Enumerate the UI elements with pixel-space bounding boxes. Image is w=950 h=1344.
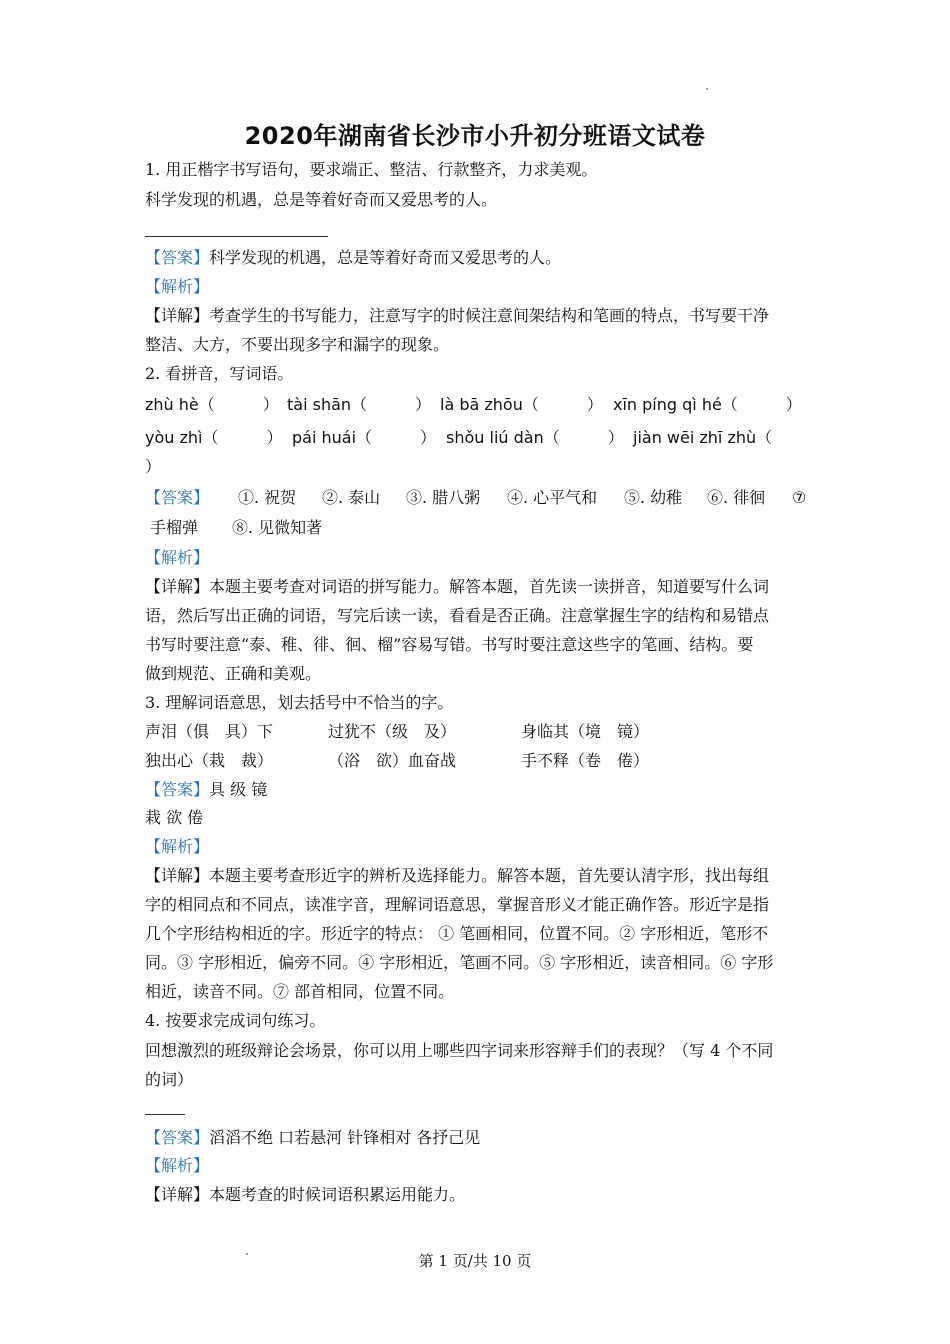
answer-tag: 【答案】: [145, 1128, 210, 1147]
q2-answer-item: 手榴弹: [150, 518, 199, 537]
q1-analysis: [145, 277, 209, 297]
q3-detail-line3: 几个字形结构相近的字。形近字的特点： ① 笔画相同，位置不同。② 字形相近，笔形不: [145, 924, 769, 943]
q2-detail-line3: 书写时要注意“泰、稚、徘、徊、榴”容易写错。书写时要注意这些字的笔画、结构。要: [145, 635, 754, 654]
q3-analysis: [145, 837, 209, 857]
q1-detail-text: 考查学生的书写能力，注意写字的时候注意间架结构和笔画的特点，书写要干净: [209, 306, 770, 325]
detail-tag: 【详解】: [145, 577, 210, 596]
pinyin-item: jiàn wēi zhī zhù（: [633, 428, 773, 447]
q2-analysis: [145, 548, 209, 568]
answer-blank-line: [145, 1114, 185, 1115]
q3-detail-line1: [145, 866, 769, 886]
q3-item: 独出心（栽 裁）: [145, 751, 274, 770]
q4-answer: [145, 1128, 480, 1148]
q3-detail-line5: 相近，读音不同。⑦ 部首相同，位置不同。: [145, 982, 455, 1001]
pinyin-item: yòu zhì（ ）: [145, 428, 283, 447]
q2-answer-item: ③. 腊八粥: [406, 488, 481, 507]
q2-detail-line1: [145, 577, 769, 597]
q1-sentence: 科学发现的机遇，总是等着好奇而又爱思考的人。: [145, 190, 498, 209]
pinyin-item-close: ）: [145, 457, 162, 476]
analysis-tag: 【解析】: [145, 1156, 210, 1175]
q3-stem: 3. 理解词语意思，划去括号中不恰当的字。: [145, 693, 454, 712]
q2-answer-item: ⑥. 徘徊: [707, 488, 766, 507]
q2-detail-text: 本题主要考查对词语的拼写能力。解答本题，首先读一读拼音，知道要写什么词: [209, 577, 770, 596]
detail-tag: 【详解】: [145, 1185, 210, 1204]
q2-answer-item: ⑧. 见微知著: [232, 518, 323, 537]
pinyin-item: là bā zhōu（ ）: [440, 395, 603, 414]
q2-answer-item: ⑤. 幼稚: [624, 488, 683, 507]
pinyin-item: shǒu liú dàn（ ）: [446, 428, 624, 447]
q3-item: （浴 欲）血奋战: [328, 751, 457, 770]
q1-detail-line2: 整洁、大方，不要出现多字和漏字的现象。: [145, 335, 450, 354]
speck: [706, 88, 708, 90]
analysis-tag: 【解析】: [145, 277, 210, 296]
q1-answer-text: 科学发现的机遇，总是等着好奇而又爱思考的人。: [209, 248, 562, 267]
q2-stem: 2. 看拼音，写词语。: [145, 364, 294, 383]
q4-prompt-line2: 的词）: [145, 1070, 194, 1089]
q4-prompt-line1: 回想激烈的班级辩论会场景，你可以用上哪些四字词来形容辩手们的表现？（写 4 个不同: [145, 1041, 774, 1060]
answer-tag: [145, 488, 209, 508]
analysis-tag: 【解析】: [145, 548, 210, 567]
answer-tag: 【答案】: [145, 248, 210, 267]
pinyin-item: zhù hè（ ）: [145, 395, 279, 414]
q4-detail: [145, 1185, 465, 1205]
detail-tag: 【详解】: [145, 306, 210, 325]
q3-detail-line4: 同。③ 字形相近，偏旁不同。④ 字形相近，笔画不同。⑤ 字形相近，读音相同。⑥ 字形: [145, 953, 774, 972]
q1-stem: 1. 用正楷字书写语句，要求端正、整洁、行款整齐，力求美观。: [145, 160, 598, 179]
pinyin-item: xīn píng qì hé（ ）: [613, 395, 802, 414]
q2-answer-item: ⑦: [792, 488, 807, 507]
page-number: 第 1 页/共 10 页: [418, 1252, 532, 1270]
q3-detail-text: 本题主要考查形近字的辨析及选择能力。解答本题，首先要认清字形，找出每组: [209, 866, 770, 885]
detail-tag: 【详解】: [145, 866, 210, 885]
analysis-tag: 【解析】: [145, 837, 210, 856]
q3-item: 过犹不（级 及）: [328, 722, 457, 741]
q2-answer-item: ②. 泰山: [322, 488, 381, 507]
q2-answer-item: ④. 心平气和: [507, 488, 598, 507]
q2-answer-item: ①. 祝贺: [238, 488, 297, 507]
q2-detail-line2: 语，然后写出正确的词语，写完后读一读，看看是否正确。注意掌握生字的结构和易错点: [145, 606, 770, 625]
q3-answer-text: 具 级 镜: [209, 780, 268, 799]
q4-stem: 4. 按要求完成词句练习。: [145, 1011, 326, 1030]
q3-item: 身临其（境 镜）: [521, 722, 650, 741]
q1-answer: [145, 248, 561, 268]
q4-answer-text: 滔滔不绝 口若悬河 针锋相对 各抒己见: [209, 1128, 481, 1147]
q3-answer-line2: 栽 欲 倦: [145, 808, 204, 827]
answer-tag: 【答案】: [145, 780, 210, 799]
q3-answer-line1: [145, 780, 267, 800]
q4-detail-text: 本题考查的时候词语积累运用能力。: [209, 1185, 466, 1204]
q4-analysis: [145, 1156, 209, 1176]
q2-detail-line4: 做到规范、正确和美观。: [145, 664, 322, 683]
answer-blank-line: [145, 236, 328, 237]
q1-detail-line1: [145, 306, 769, 326]
answer-tag-text: 【答案】: [145, 488, 210, 507]
pinyin-item: pái huái（ ）: [292, 428, 437, 447]
q3-detail-line2: 字的相同点和不同点，读准字音，理解词语意思，掌握音形义才能正确作答。形近字是指: [145, 895, 770, 914]
pinyin-item: tài shān（ ）: [287, 395, 432, 414]
q3-item: 声泪（俱 具）下: [145, 722, 274, 741]
q3-item: 手不释（卷 倦）: [521, 751, 650, 770]
page-title: 2020年湖南省长沙市小升初分班语文试卷: [244, 122, 706, 150]
